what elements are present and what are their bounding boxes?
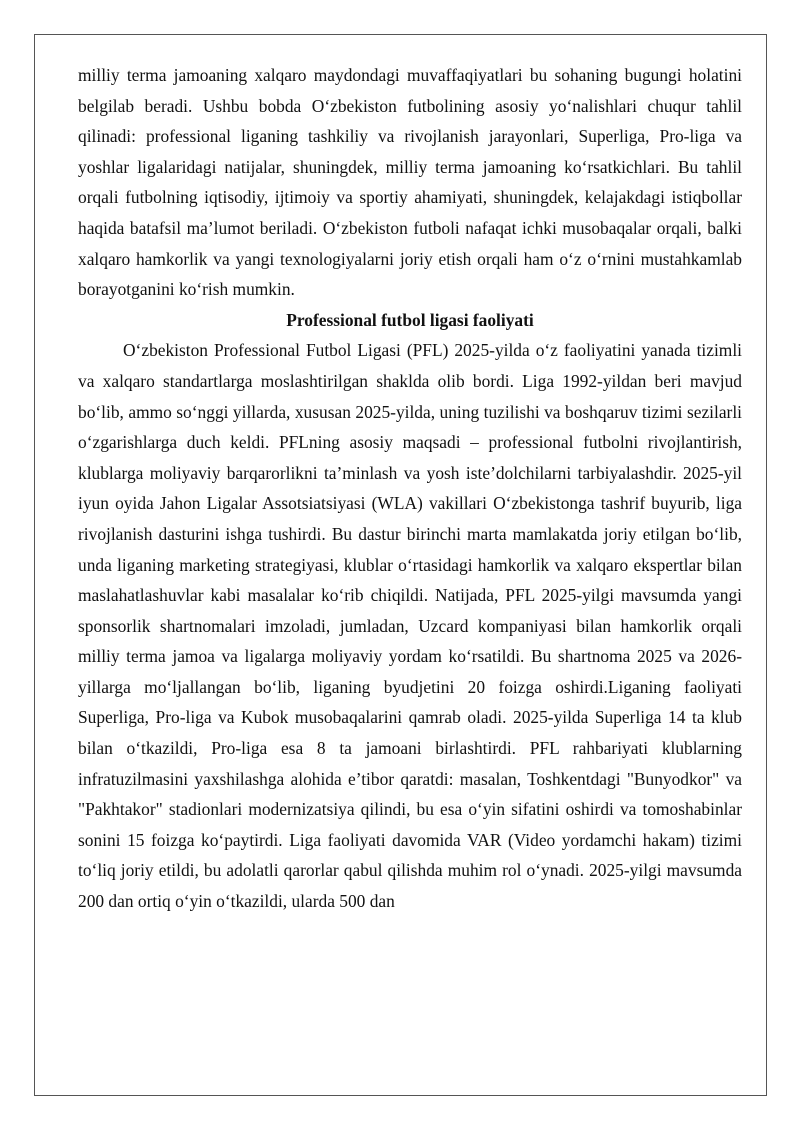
paragraph-pfl: O‘zbekiston Professional Futbol Ligasi (PFL) 2025-yilda o‘z faoliyatini yanada tizimli va xalqaro standartlarga moslashtirilgan shaklda olib bordi. Liga 1992-yildan beri mavjud bo‘lib, ammo so‘nggi yillarda, xususan 2025-yilda, uning tuzilishi va boshqaruv tizimi sezilarli o‘zgarishlarga duch keldi. PFLning asosiy maqsadi – professional futbolni rivojlantirish, klublarga moliyaviy barqarorlikni ta’minlash va yosh iste’dolchilarni tarbiyalashdir. 2025-yil iyun oyida Jahon Ligalar Assotsiatsiyasi (WLA) vakillari O‘zbekistonga tashrif buyurib, liga rivojlanish dasturini ishga tushirdi. Bu dastur birinchi marta mamlakatda joriy etilgan bo‘lib, unda liganing marketing strategiyasi, klublar o‘rtasidagi hamkorlik va xalqaro ekspertlar bilan maslahatlashuvlar kabi masalalar ko‘rib chiqildi. Natijada, PFL 2025-yilgi mavsumda yangi sponsorlik shartnomalari imzoladi, jumladan, Uzcard kompaniyasi bilan hamkorlik orqali milliy terma jamoa va ligalarga moliyaviy yordam ko‘rsatildi. Bu shartnoma 2025 va 2026-yillarga mo‘ljallangan bo‘lib, liganing byudjetini 20 foizga oshirdi.Liganing faoliyati Superliga, Pro-liga va Kubok musobaqalarini qamrab oladi. 2025-yilda Superliga 14 ta klub bilan o‘tkazildi, Pro-liga esa 8 ta jamoani birlashtirdi. PFL rahbariyati klublarning infratuzilmasini yaxshilashga alohida e’tibor qaratdi: masalan, Toshkentdagi "Bunyodkor" va "Pakhtakor" stadionlari modernizatsiya qilindi, bu esa o‘yin sifatini oshirdi va tomoshabinlar sonini 15 foizga ko‘paytirdi. Liga faoliyati davomida VAR (Video yordamchi hakam) tizimi to‘liq joriy etildi, bu adolatli qarorlar qabul qilishda muhim rol o‘ynadi. 2025-yilgi mavsumda 200 dan ortiq o‘yin o‘tkazildi, ularda 500 dan <box>78 340 742 912</box>
document-body <box>78 60 742 917</box>
paragraph-intro: milliy terma jamoaning xalqaro maydondagi muvaffaqiyatlari bu sohaning bugungi holatini belgilab beradi. Ushbu bobda O‘zbekiston futbolining asosiy yo‘nalishlari chuqur tahlil qilinadi: professional liganing tashkiliy va rivojlanish jarayonlari, Superliga, Pro-liga va yoshlar ligalaridagi natijalar, shuningdek, milliy terma jamoaning ko‘rsatkichlari. Bu tahlil orqali futbolning iqtisodiy, ijtimoiy va sportiy ahamiyati, shuningdek, kelajakdagi istiqbollar haqida batafsil ma’lumot beriladi. O‘zbekiston futboli nafaqat ichki musobaqalar orqali, balki xalqaro hamkorlik va yangi texnologiyalarni joriy etish orqali ham o‘z o‘rnini mustahkamlab borayotganini ko‘rish mumkin. <box>78 65 742 300</box>
section-heading: Professional futbol ligasi faoliyati <box>286 309 534 330</box>
